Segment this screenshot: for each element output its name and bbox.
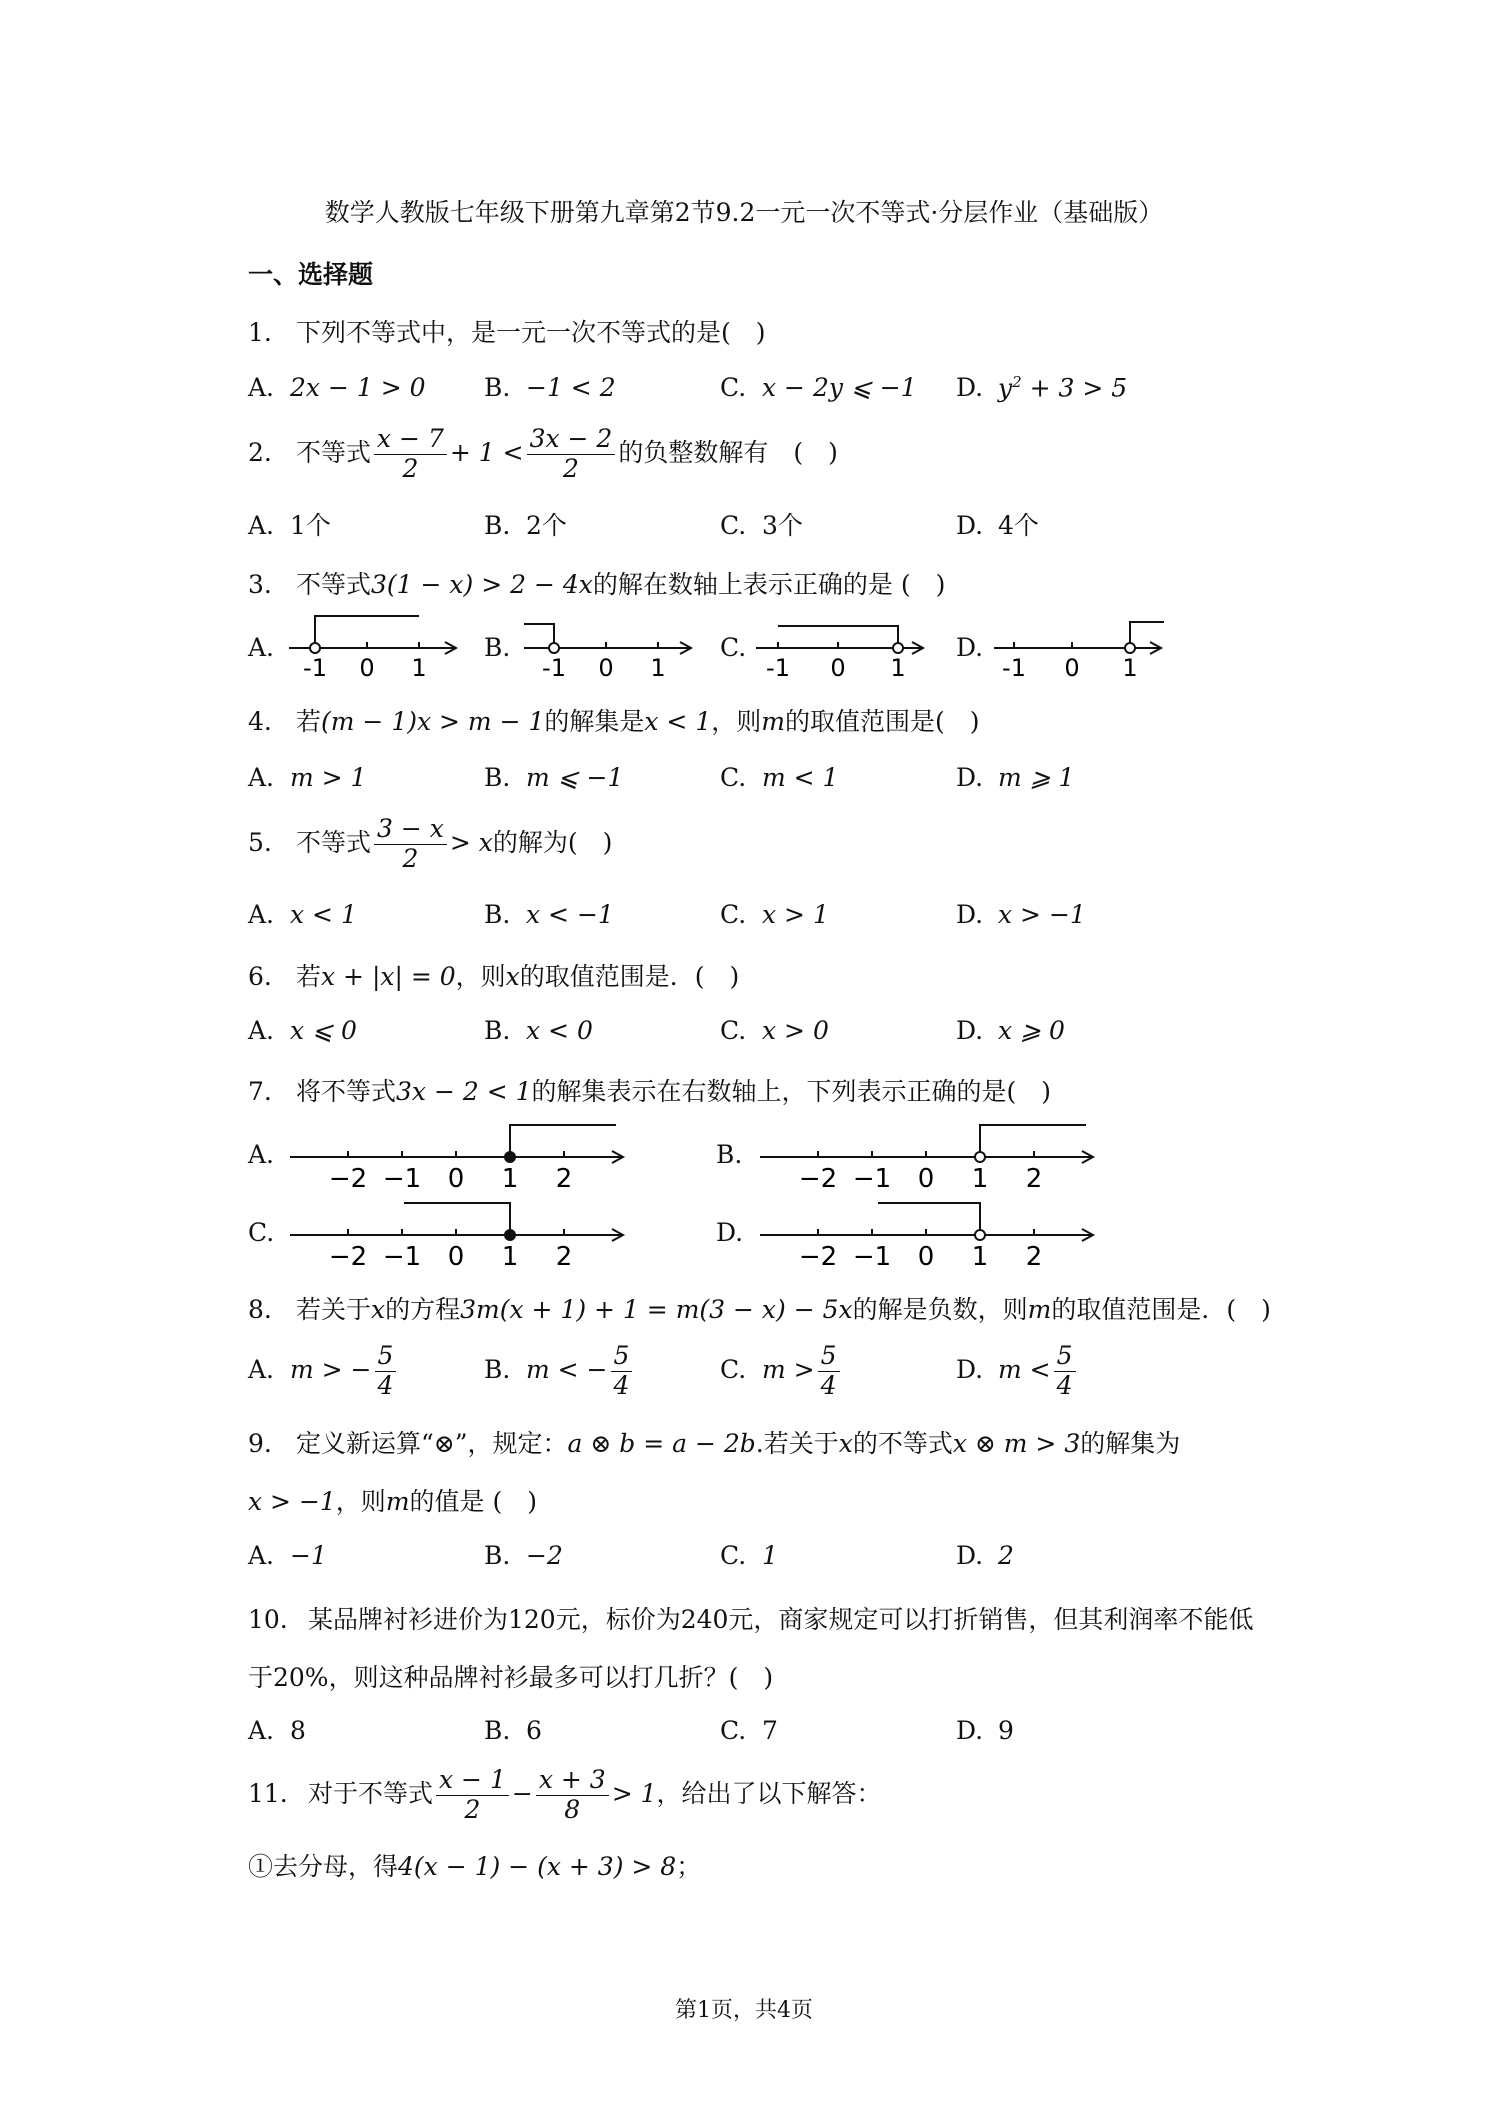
tick-label: 1 bbox=[650, 654, 666, 680]
tick-label: 0 bbox=[917, 1164, 935, 1191]
q7-number-line-a[interactable] bbox=[290, 1115, 630, 1191]
q1-option-a[interactable]: A. 2x − 1 > 0 bbox=[248, 373, 426, 402]
q4-option-c[interactable]: C. m < 1 bbox=[720, 763, 839, 792]
tick-label: 1 bbox=[411, 654, 427, 680]
q6-option-c[interactable]: C. x > 0 bbox=[720, 1016, 829, 1045]
q7-option-b-label[interactable]: B. bbox=[716, 1140, 743, 1169]
page-footer: 第1页，共4页 bbox=[675, 1998, 813, 2023]
section-heading: 一、选择题 bbox=[248, 260, 374, 289]
q7-number-line-d[interactable] bbox=[760, 1193, 1100, 1269]
q10-option-d[interactable]: D. 9 bbox=[956, 1716, 1014, 1745]
page-title: 数学人教版七年级下册第九章第2节9.2一元一次不等式·分层作业（基础版） bbox=[324, 198, 1164, 227]
tick-label: 1 bbox=[501, 1164, 519, 1191]
tick-label: −2 bbox=[328, 1164, 368, 1191]
q3-number-line-b[interactable] bbox=[520, 610, 700, 680]
q10-option-a[interactable]: A. 8 bbox=[248, 1716, 306, 1745]
q3-option-d-label[interactable]: D. bbox=[956, 633, 984, 662]
tick-label: 1 bbox=[1122, 654, 1138, 680]
question-11: 11. 对于不等式 $\frac{x - 1}{2}$ − $\frac{x + 3}{8}$ > 1，给出了以下解答： bbox=[248, 1765, 882, 1824]
q6-option-a[interactable]: A. x ⩽ 0 bbox=[248, 1016, 357, 1045]
q5-option-c[interactable]: C. x > 1 bbox=[720, 900, 829, 929]
tick-label: 1 bbox=[971, 1242, 989, 1269]
q8-option-c[interactable]: C. m > $\frac{5}{4}$ bbox=[720, 1342, 843, 1401]
q2-option-c[interactable]: C. 3个 bbox=[720, 511, 803, 540]
q3-option-c-label[interactable]: C. bbox=[720, 633, 747, 662]
question-10: 10. 某品牌衬衫进价为120元，标价为240元，商家规定可以打折销售，但其利润率不能低 bbox=[248, 1605, 1254, 1634]
q6-option-d[interactable]: D. x ⩾ 0 bbox=[956, 1016, 1065, 1045]
tick-label: 2 bbox=[1025, 1164, 1043, 1191]
q9-option-a[interactable]: A. −1 bbox=[248, 1541, 327, 1570]
tick-label: 0 bbox=[598, 654, 614, 680]
q8-option-b[interactable]: B. m < − $\frac{5}{4}$ bbox=[484, 1342, 635, 1401]
question-7: 7. 将不等式3x − 2 < 1的解集表示在右数轴上，下列表示正确的是( ) bbox=[248, 1077, 1052, 1106]
tick-label: 0 bbox=[447, 1164, 465, 1191]
q10-option-b[interactable]: B. 6 bbox=[484, 1716, 542, 1745]
q10-option-c[interactable]: C. 7 bbox=[720, 1716, 778, 1745]
tick-label: 0 bbox=[1064, 654, 1080, 680]
question-9-line-2: x > −1，则m的值是 ( ) bbox=[248, 1487, 537, 1516]
q5-option-a[interactable]: A. x < 1 bbox=[248, 900, 357, 929]
tick-label: -1 bbox=[1002, 654, 1026, 680]
question-8: 8. 若关于x的方程3m(x + 1) + 1 = m(3 − x) − 5x的解是负数，则m的取值范围是．( ) bbox=[248, 1295, 1271, 1324]
question-11-step-1: ①去分母，得4(x − 1) − (x + 3) > 8； bbox=[248, 1852, 702, 1881]
question-6: 6. 若x + |x| = 0，则x的取值范围是．( ) bbox=[248, 962, 740, 991]
q2-option-d[interactable]: D. 4个 bbox=[956, 511, 1039, 540]
tick-label: 0 bbox=[830, 654, 846, 680]
q1-option-d[interactable]: D. $y^2 + 3 > 5$ bbox=[956, 373, 1128, 403]
tick-label: 0 bbox=[917, 1242, 935, 1269]
q9-option-c[interactable]: C. 1 bbox=[720, 1541, 778, 1570]
tick-label: 1 bbox=[501, 1242, 519, 1269]
tick-label: −2 bbox=[328, 1242, 368, 1269]
q4-option-b[interactable]: B. m ⩽ −1 bbox=[484, 763, 624, 792]
q7-option-a-label[interactable]: A. bbox=[248, 1140, 275, 1169]
question-2: 2. 不等式 $\frac{x - 7}{2}$ + 1 < $\frac{3x - 2}{2}$ 的负整数解有 ( ) bbox=[248, 424, 838, 483]
q2-option-b[interactable]: B. 2个 bbox=[484, 511, 567, 540]
tick-label: −1 bbox=[382, 1242, 422, 1269]
tick-label: −1 bbox=[382, 1164, 422, 1191]
tick-label: -1 bbox=[542, 654, 566, 680]
q8-option-d[interactable]: D. m < $\frac{5}{4}$ bbox=[956, 1342, 1079, 1401]
q3-number-line-a[interactable] bbox=[285, 610, 465, 680]
q7-number-line-c[interactable] bbox=[290, 1193, 630, 1269]
q1-option-b[interactable]: B. −1 < 2 bbox=[484, 373, 616, 402]
question-3: 3. 不等式3(1 − x) > 2 − 4x的解在数轴上表示正确的是 ( ) bbox=[248, 570, 946, 599]
tick-label: 0 bbox=[447, 1242, 465, 1269]
q3-number-line-d[interactable] bbox=[990, 610, 1170, 680]
tick-label: 1 bbox=[971, 1164, 989, 1191]
tick-label: −2 bbox=[798, 1164, 838, 1191]
tick-label: 1 bbox=[890, 654, 906, 680]
tick-label: −1 bbox=[852, 1164, 892, 1191]
q3-option-a-label[interactable]: A. bbox=[248, 633, 275, 662]
q7-number-line-b[interactable] bbox=[760, 1115, 1100, 1191]
q8-option-a[interactable]: A. m > − $\frac{5}{4}$ bbox=[248, 1342, 399, 1401]
tick-label: -1 bbox=[303, 654, 327, 680]
q2-option-a[interactable]: A. 1个 bbox=[248, 511, 331, 540]
tick-label: 2 bbox=[555, 1164, 573, 1191]
q6-option-b[interactable]: B. x < 0 bbox=[484, 1016, 593, 1045]
tick-label: -1 bbox=[766, 654, 790, 680]
q9-option-d[interactable]: D. 2 bbox=[956, 1541, 1014, 1570]
q4-option-d[interactable]: D. m ⩾ 1 bbox=[956, 763, 1075, 792]
tick-label: 2 bbox=[555, 1242, 573, 1269]
q1-option-c[interactable]: C. x − 2y ⩽ −1 bbox=[720, 373, 917, 402]
q3-option-b-label[interactable]: B. bbox=[484, 633, 511, 662]
q9-option-b[interactable]: B. −2 bbox=[484, 1541, 563, 1570]
q5-option-d[interactable]: D. x > −1 bbox=[956, 900, 1086, 929]
tick-label: −1 bbox=[852, 1242, 892, 1269]
q4-option-a[interactable]: A. m > 1 bbox=[248, 763, 367, 792]
tick-label: 0 bbox=[359, 654, 375, 680]
question-5: 5. 不等式 $\frac{3 - x}{2}$ > x的解为( ) bbox=[248, 814, 613, 873]
q7-option-c-label[interactable]: C. bbox=[248, 1218, 275, 1247]
tick-label: 2 bbox=[1025, 1242, 1043, 1269]
question-10-line-2: 于20%，则这种品牌衬衫最多可以打几折？( ) bbox=[248, 1663, 774, 1692]
q3-number-line-c[interactable] bbox=[752, 610, 932, 680]
question-4: 4. 若(m − 1)x > m − 1的解集是x < 1，则m的取值范围是( ) bbox=[248, 707, 980, 736]
question-9: 9. 定义新运算“⊗”，规定：a ⊗ b = a − 2b.若关于x的不等式x ⊗ m > 3的解集为 bbox=[248, 1429, 1181, 1458]
tick-label: −2 bbox=[798, 1242, 838, 1269]
q5-option-b[interactable]: B. x < −1 bbox=[484, 900, 614, 929]
question-1: 1. 下列不等式中，是一元一次不等式的是( ) bbox=[248, 318, 766, 347]
q7-option-d-label[interactable]: D. bbox=[716, 1218, 744, 1247]
